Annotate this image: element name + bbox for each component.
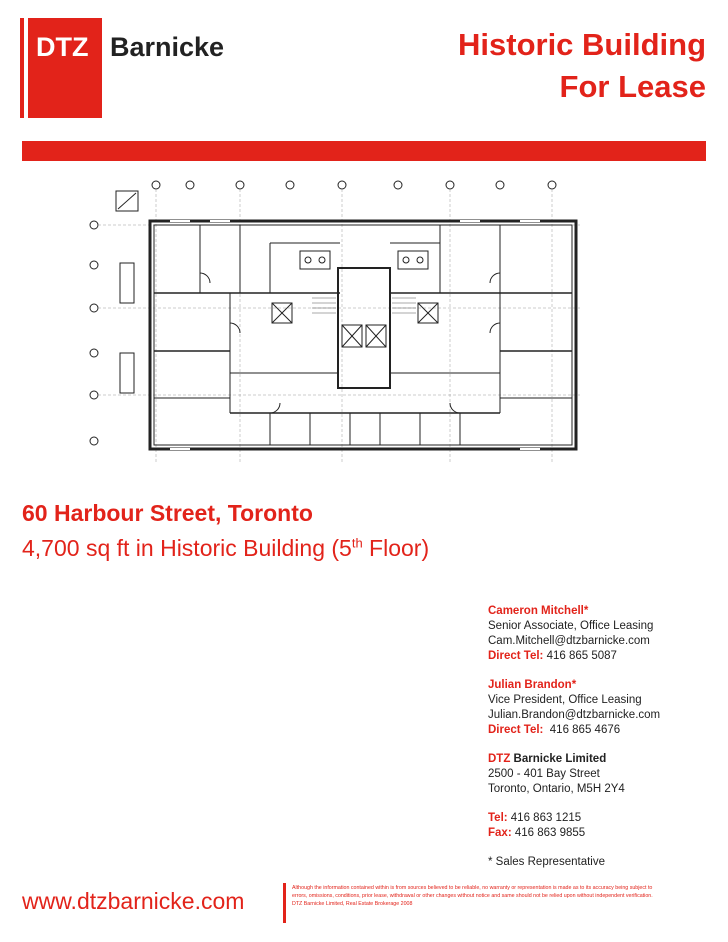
logo-barnicke-text: Barnicke — [110, 32, 225, 62]
logo-stripe — [24, 18, 28, 118]
contact-title: Vice President, Office Leasing — [488, 694, 642, 706]
company-tel — [488, 811, 723, 826]
contact-block — [488, 604, 723, 664]
fax-number: 416 863 9855 — [511, 827, 586, 839]
disclaimer-line2: errors, omissions, conditions, prior lease, withdrawal or other changes without notice and same should not be relied upon without independent verification. — [292, 893, 653, 899]
size-prefix: 4,700 sq ft in Historic Building (5 — [22, 535, 352, 561]
company-address-line2: Toronto, Ontario, M5H 2Y4 — [488, 783, 625, 795]
contact-email[interactable]: Cam.Mitchell@dtzbarnicke.com — [488, 635, 650, 647]
company-address-line1: 2500 - 401 Bay Street — [488, 768, 600, 780]
contact-phone — [488, 649, 723, 664]
contact-block — [488, 678, 723, 738]
contact-info — [488, 604, 723, 870]
size-suffix: Floor) — [362, 535, 430, 561]
website-link[interactable]: www.dtzbarnicke.com — [22, 888, 245, 914]
contact-email[interactable]: Julian.Brandon@dtzbarnicke.com — [488, 709, 661, 721]
size-superscript: th — [351, 535, 363, 551]
header-red-rule — [22, 141, 706, 161]
footer-divider — [283, 883, 286, 923]
phone-number: 416 865 4676 — [543, 724, 621, 736]
company-phone-block — [488, 811, 723, 841]
phone-label: Direct Tel: — [488, 650, 544, 662]
phone-label: Direct Tel: — [488, 724, 544, 736]
company-name-dtz: DTZ — [488, 753, 511, 765]
contact-phone — [488, 723, 723, 738]
company-fax — [488, 826, 723, 841]
dtz-barnicke-logo — [20, 18, 250, 118]
phone-number: 416 865 5087 — [543, 650, 617, 662]
contact-name: Cameron Mitchell* — [488, 605, 589, 617]
logo-dtz-text: DTZ — [36, 32, 89, 62]
headline — [458, 24, 706, 108]
company-block — [488, 752, 723, 797]
contact-title: Senior Associate, Office Leasing — [488, 620, 654, 632]
property-size — [22, 535, 429, 562]
tel-label: Tel: — [488, 812, 508, 824]
fax-label: Fax: — [488, 827, 512, 839]
company-name — [488, 752, 723, 767]
headline-line2: For Lease — [559, 69, 706, 104]
disclaimer-line1: Although the information contained within is from sources believed to be reliable, no warranty or representation is made as to its accuracy being subject to — [292, 885, 653, 891]
disclaimer-line3: DTZ Barnicke Limited, Real Estate Brokerage 2008 — [292, 901, 413, 907]
contact-name: Julian Brandon* — [488, 679, 577, 691]
company-name-rest: Barnicke Limited — [510, 753, 607, 765]
headline-line1: Historic Building — [458, 27, 706, 62]
tel-number: 416 863 1215 — [507, 812, 582, 824]
property-address: 60 Harbour Street, Toronto — [22, 500, 313, 526]
floor-plan-drawing — [80, 173, 625, 485]
legal-disclaimer — [292, 884, 712, 908]
sales-rep-note: * Sales Representative — [488, 856, 605, 868]
